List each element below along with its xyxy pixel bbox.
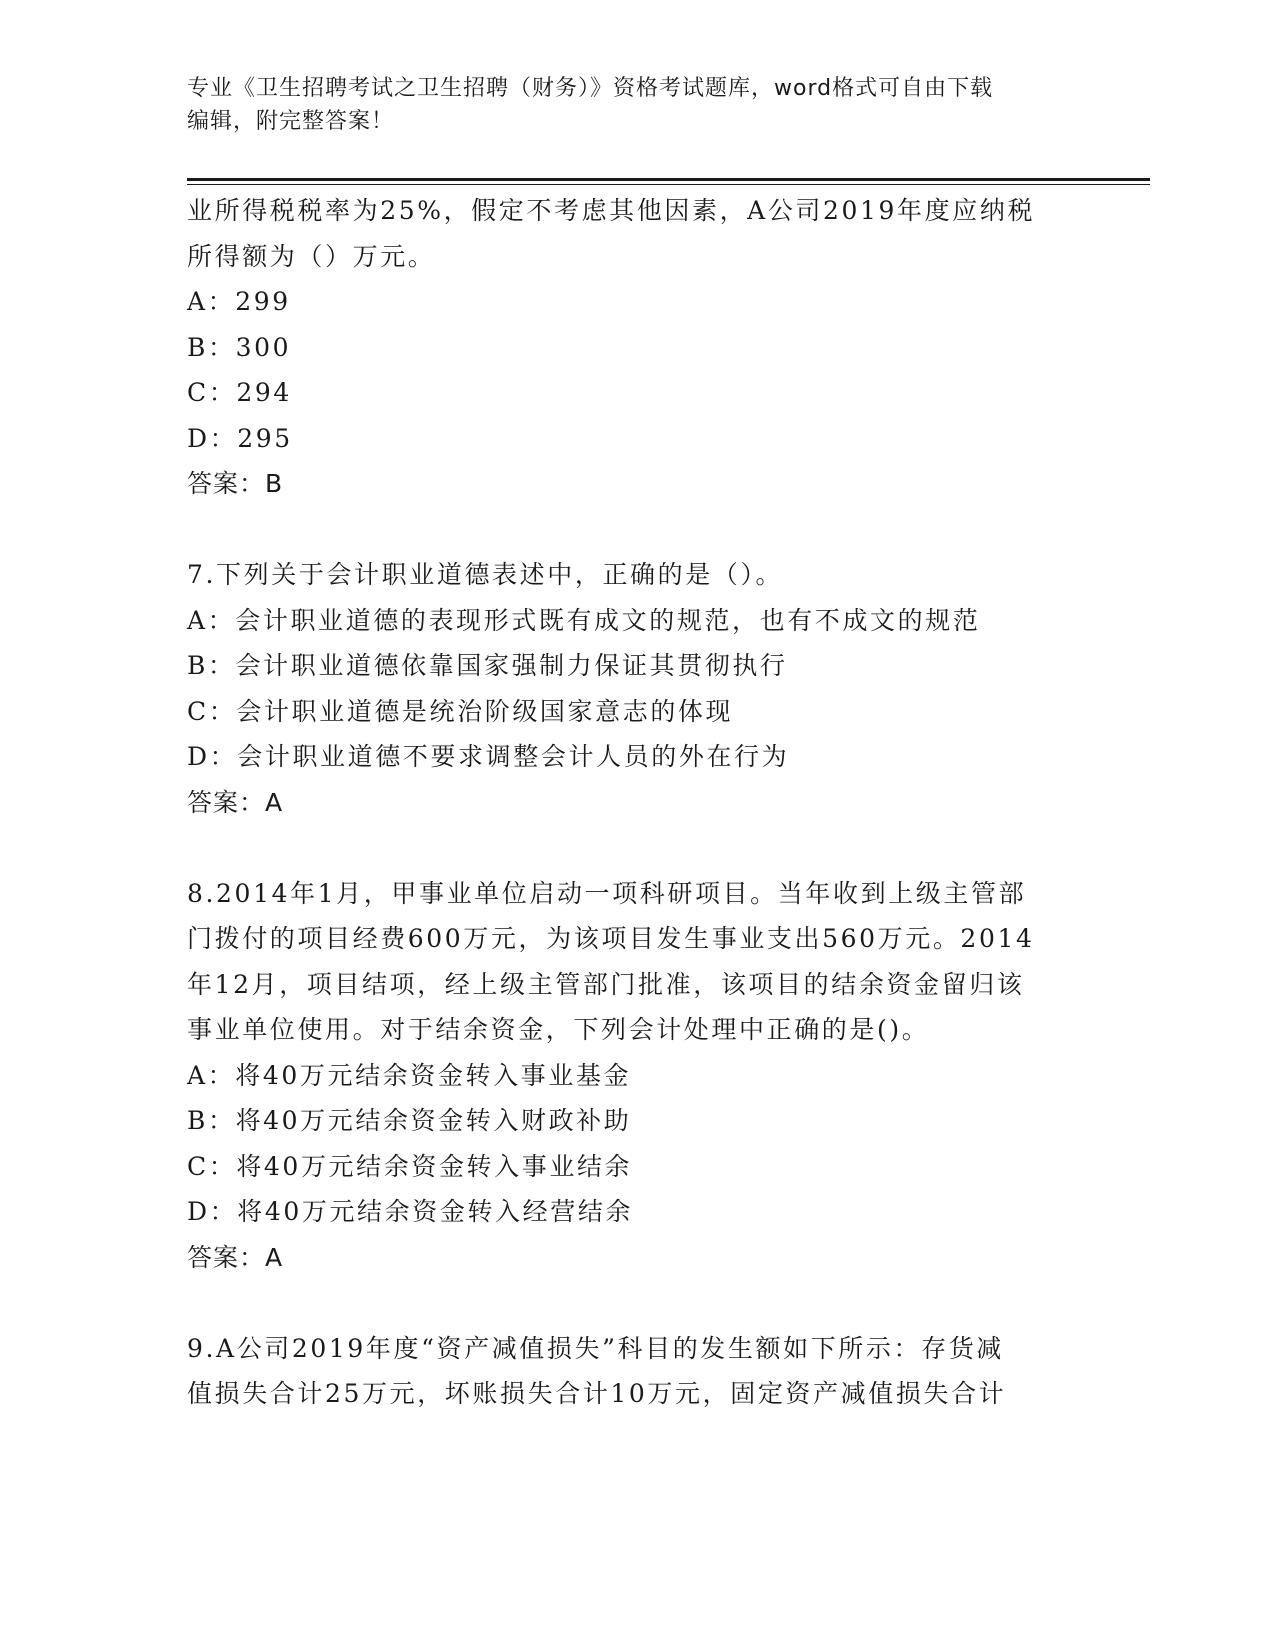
spacer bbox=[187, 1280, 1087, 1326]
header-line-1: 专业《卫生招聘考试之卫生招聘（财务）》资格考试题库，word格式可自由下载 bbox=[187, 76, 994, 101]
document-body bbox=[187, 188, 1087, 1417]
header-line-2: 编辑，附完整答案！ bbox=[187, 109, 395, 134]
question-8 bbox=[187, 871, 1087, 1281]
question-stem-line: 所得额为（）万元。 bbox=[187, 241, 436, 271]
option-a: A：会计职业道德的表现形式既有成文的规范，也有不成文的规范 bbox=[187, 605, 981, 635]
answer: 答案：A bbox=[187, 1242, 284, 1272]
question-9 bbox=[187, 1326, 1087, 1417]
header-divider-thin bbox=[187, 184, 1150, 185]
answer: 答案：A bbox=[187, 787, 284, 817]
question-stem-line: 事业单位使用。对于结余资金，下列会计处理中正确的是()。 bbox=[187, 1015, 930, 1044]
question-7 bbox=[187, 552, 1087, 825]
question-stem-line: 8.2014年1月，甲事业单位启动一项科研项目。当年收到上级主管部 bbox=[187, 878, 1027, 908]
option-b: B：会计职业道德依靠国家强制力保证其贯彻执行 bbox=[187, 651, 788, 680]
question-stem-line: 9.A公司2019年度“资产减值损失”科目的发生额如下所示：存货减 bbox=[187, 1333, 1004, 1363]
question-stem-line: 门拨付的项目经费600万元，为该项目发生事业支出560万元。2014 bbox=[187, 924, 1035, 953]
option-c: C：将40万元结余资金转入事业结余 bbox=[187, 1151, 633, 1181]
question-6 bbox=[187, 188, 1087, 507]
option-a: A：将40万元结余资金转入事业基金 bbox=[187, 1060, 632, 1090]
option-d: D：将40万元结余资金转入经营结余 bbox=[187, 1197, 634, 1226]
document-header bbox=[187, 72, 1087, 138]
option-c: C：294 bbox=[187, 378, 292, 407]
option-c: C：会计职业道德是统治阶级国家意志的体现 bbox=[187, 696, 734, 726]
question-stem-line: 年12月，项目结项，经上级主管部门批准，该项目的结余资金留归该 bbox=[187, 969, 1025, 999]
spacer bbox=[187, 507, 1087, 553]
option-d: D：295 bbox=[187, 423, 293, 453]
option-b: B：300 bbox=[187, 332, 292, 362]
spacer bbox=[187, 825, 1087, 871]
option-d: D：会计职业道德不要求调整会计人员的外在行为 bbox=[187, 742, 790, 771]
question-stem-line: 业所得税税率为25%，假定不考虑其他因素，A公司2019年度应纳税 bbox=[187, 196, 1036, 225]
option-b: B：将40万元结余资金转入财政补助 bbox=[187, 1106, 632, 1135]
option-a: A：299 bbox=[187, 287, 291, 316]
answer: 答案：B bbox=[187, 469, 284, 498]
question-stem-line: 值损失合计25万元，坏账损失合计10万元，固定资产减值损失合计 bbox=[187, 1379, 1007, 1408]
header-divider-thick bbox=[187, 178, 1150, 181]
question-stem-line: 7.下列关于会计职业道德表述中，正确的是（）。 bbox=[187, 560, 784, 589]
